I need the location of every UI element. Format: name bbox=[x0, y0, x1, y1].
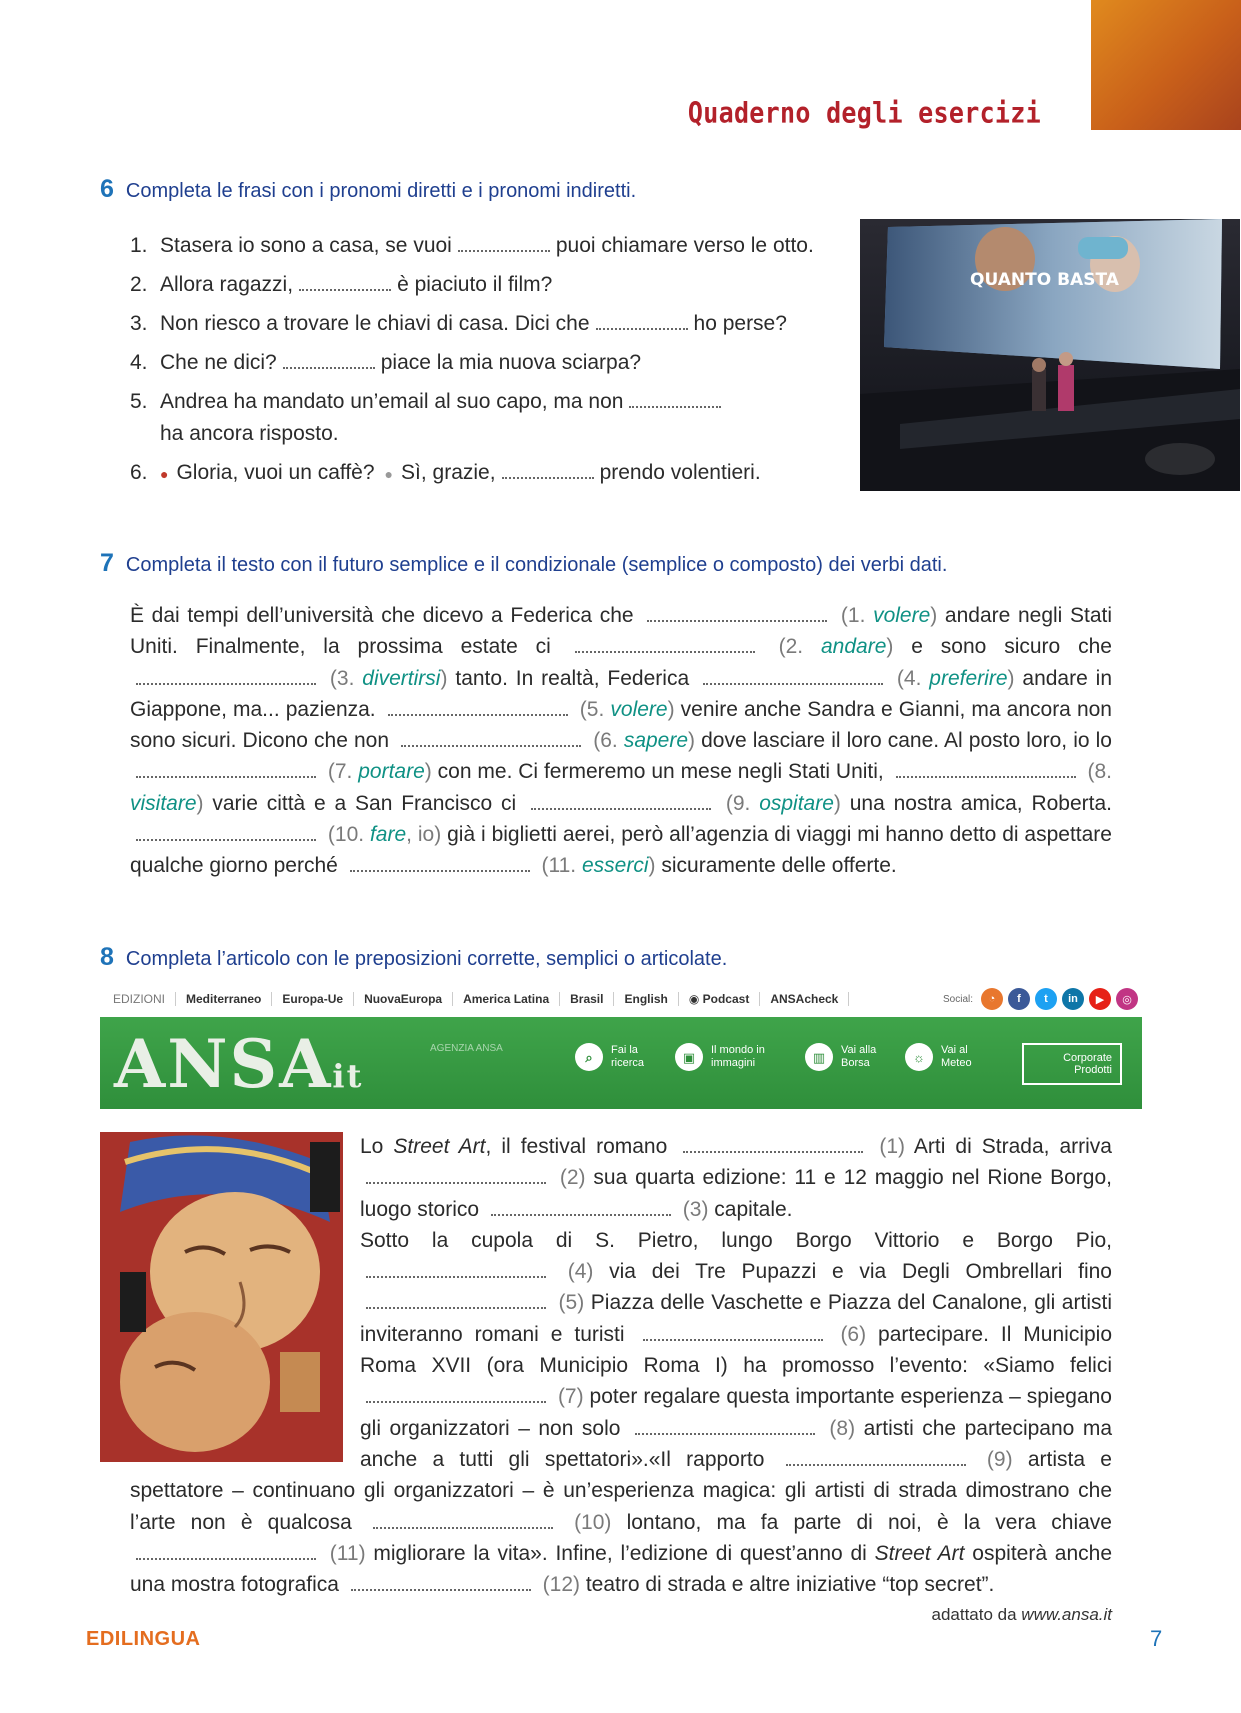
text-segment: e sono sicuro che bbox=[911, 635, 1112, 659]
menu-item-ansacheck[interactable]: ANSAcheck bbox=[760, 992, 849, 1006]
exercise-7-text bbox=[130, 600, 1112, 882]
text-segment: partecipare. Il Municipio Roma XVII (ora Municipio Roma I) ha promosso l’evento: «Siamo felici bbox=[360, 1322, 1113, 1378]
blank[interactable] bbox=[136, 839, 316, 841]
corner-color-block bbox=[1091, 0, 1241, 130]
item-number: 5. bbox=[130, 390, 148, 413]
blank[interactable] bbox=[635, 1433, 815, 1435]
logo-suffix: it bbox=[332, 1057, 364, 1095]
menu-item-mediterraneo[interactable]: Mediterraneo bbox=[176, 992, 272, 1006]
hint: (4. preferire) bbox=[896, 666, 1015, 690]
verb: divertirsi bbox=[362, 666, 441, 690]
cinema-photo bbox=[860, 219, 1240, 491]
text-segment: sicuramente delle offerte. bbox=[661, 854, 897, 878]
blank[interactable] bbox=[896, 776, 1076, 778]
hint: (9. ospitare) bbox=[725, 791, 841, 815]
blank[interactable] bbox=[299, 289, 391, 291]
exercise-7-heading bbox=[100, 549, 947, 578]
blank[interactable] bbox=[786, 1464, 966, 1466]
blank[interactable] bbox=[401, 745, 581, 747]
blank[interactable] bbox=[350, 870, 530, 872]
blank[interactable] bbox=[575, 651, 755, 653]
list-item bbox=[130, 265, 850, 304]
blank[interactable] bbox=[366, 1401, 546, 1403]
blank[interactable] bbox=[136, 1558, 316, 1560]
text-segment: già i biglietti aerei, però all’agenzia di viaggi mi hanno detto di aspettare qualche giorno perché bbox=[130, 823, 1112, 878]
exercise-8-heading bbox=[100, 943, 727, 972]
hint: (9) bbox=[986, 1447, 1013, 1471]
text-segment: capitale. bbox=[714, 1197, 793, 1221]
speaker-a-bullet-icon: ● bbox=[160, 466, 169, 482]
text-segment: Lo bbox=[360, 1135, 384, 1158]
blank[interactable] bbox=[531, 808, 711, 810]
text-segment: ospiterà anche una mostra fotografica bbox=[130, 1541, 1113, 1597]
hint: (8. visitare) bbox=[130, 760, 1113, 815]
text-segment: Arti di Strada, arriva bbox=[913, 1135, 1112, 1158]
hint: (11) bbox=[329, 1541, 366, 1565]
exercise-number: 6 bbox=[100, 175, 114, 203]
text-segment: poter regalare questa importante esperienza – spiegano gli organizzatori – non solo bbox=[360, 1385, 1112, 1440]
screen-title: QUANTO BASTA bbox=[970, 270, 1119, 290]
text-segment: artisti che partecipano ma anche a tutti gli spettatori».«Il rapporto bbox=[360, 1416, 1112, 1471]
text-segment: È dai tempi dell’università che dicevo a Federica che bbox=[130, 604, 634, 627]
verb: andare bbox=[820, 635, 887, 659]
hint: (6) bbox=[840, 1322, 867, 1346]
item-number: 6. bbox=[130, 461, 148, 484]
item-text: ho perse? bbox=[693, 312, 787, 335]
blank[interactable] bbox=[388, 714, 568, 716]
blank[interactable] bbox=[502, 477, 594, 479]
text-segment: lontano, ma fa parte di noi, è la vera chiave bbox=[626, 1510, 1112, 1534]
exercise-instruction: Completa il testo con il futuro semplice e il condizionale (semplice o composto) dei verbi dati. bbox=[125, 554, 948, 576]
text-segment: con me. Ci fermeremo un mese negli Stati Uniti, bbox=[437, 760, 884, 784]
blank[interactable] bbox=[596, 328, 688, 330]
text-segment: via dei Tre Pupazzi e via Degli Ombrellari fino bbox=[609, 1260, 1112, 1284]
text-segment: teatro di strada e altre iniziative “top secret”. bbox=[585, 1573, 995, 1597]
blank[interactable] bbox=[136, 683, 316, 685]
text-segment: venire anche Sandra e Gianni, ma ancora non sono sicuri. Dicono che non bbox=[130, 697, 1112, 753]
ansa-logo-sub: AGENZIA ANSA bbox=[430, 1043, 503, 1054]
hint: (10) bbox=[574, 1510, 612, 1534]
youtube-icon[interactable]: ▶ bbox=[1089, 988, 1111, 1010]
hint: (2. andare) bbox=[778, 635, 894, 659]
facebook-icon[interactable]: f bbox=[1008, 988, 1030, 1010]
exercise-number: 8 bbox=[100, 943, 114, 971]
item-text: puoi chiamare verso le otto. bbox=[555, 234, 814, 257]
verb: esserci bbox=[581, 854, 649, 878]
text-segment: andare negli Stati Uniti. Finalmente, la prossima estate ci bbox=[130, 604, 1112, 659]
item-text: Gloria, vuoi un caffè? bbox=[176, 461, 375, 484]
list-item bbox=[130, 343, 850, 382]
item-number: 3. bbox=[130, 312, 148, 335]
camera-icon: ▣ bbox=[675, 1043, 703, 1071]
blank[interactable] bbox=[703, 683, 883, 685]
item-number: 2. bbox=[130, 273, 148, 296]
text-italic: Street Art bbox=[874, 1541, 965, 1565]
exercise-number: 7 bbox=[100, 549, 114, 577]
stock-market-button[interactable] bbox=[805, 1043, 885, 1071]
verb: visitare bbox=[130, 791, 197, 815]
item-number: 4. bbox=[130, 351, 148, 374]
blank[interactable] bbox=[647, 620, 827, 622]
search-button[interactable] bbox=[575, 1043, 655, 1071]
verb: sapere bbox=[623, 729, 689, 753]
corporate-button[interactable]: Corporate Prodotti bbox=[1022, 1043, 1122, 1085]
list-item bbox=[130, 304, 850, 343]
text-italic: Street Art bbox=[393, 1135, 486, 1158]
social-links bbox=[943, 988, 1138, 1010]
blank[interactable] bbox=[351, 1589, 531, 1591]
text-segment: , il festival romano bbox=[485, 1135, 668, 1158]
blank[interactable] bbox=[366, 1307, 546, 1309]
blank[interactable] bbox=[491, 1214, 671, 1216]
item-text: Non riesco a trovare le chiavi di casa. Dici che bbox=[160, 312, 590, 335]
hint: (4) bbox=[567, 1260, 594, 1284]
hint: (2) bbox=[559, 1166, 586, 1190]
social-label: Social: bbox=[942, 993, 973, 1005]
menu-label: Podcast bbox=[702, 992, 750, 1006]
item-continuation: ha ancora risposto. bbox=[160, 422, 339, 445]
blank[interactable] bbox=[373, 1527, 553, 1529]
linkedin-icon[interactable]: in bbox=[1062, 988, 1084, 1010]
button-label: Vai al Meteo bbox=[941, 1044, 972, 1069]
hint: (5. volere) bbox=[579, 697, 675, 721]
menu-item-nuovaeuropa[interactable]: NuovaEuropa bbox=[354, 992, 453, 1006]
instagram-icon[interactable]: ◎ bbox=[1116, 988, 1138, 1010]
exercise-6-heading bbox=[100, 175, 636, 204]
blank[interactable] bbox=[366, 1182, 546, 1184]
hint: (11. esserci) bbox=[541, 854, 656, 878]
hint: (3) bbox=[682, 1197, 709, 1221]
blank[interactable] bbox=[643, 1339, 823, 1341]
item-text: Stasera io sono a casa, se vuoi bbox=[160, 234, 452, 257]
menu-item-podcast[interactable] bbox=[679, 992, 761, 1006]
item-text: Che ne dici? bbox=[160, 351, 277, 374]
blank[interactable] bbox=[283, 367, 375, 369]
source-prefix: adattato da bbox=[931, 1605, 1017, 1624]
text-segment: artista e spettatore – continuano gli organizzatori – è un’esperienza magica: gli artisti di strada dimostrano che l’arte non è qualcosa bbox=[130, 1447, 1112, 1534]
exercise-instruction: Completa l’articolo con le preposizioni corrette, semplici o articolate. bbox=[125, 948, 728, 970]
menu-item-edizioni: EDIZIONI bbox=[113, 992, 176, 1006]
weather-icon: ☼ bbox=[905, 1043, 933, 1071]
hint: (12) bbox=[542, 1573, 580, 1597]
exercise-instruction: Completa le frasi con i pronomi diretti e i pronomi indiretti. bbox=[125, 180, 637, 202]
blank[interactable] bbox=[629, 406, 721, 408]
blank[interactable] bbox=[458, 250, 550, 252]
weather-button[interactable] bbox=[905, 1043, 985, 1071]
blank[interactable] bbox=[683, 1151, 863, 1153]
twitter-icon[interactable]: t bbox=[1035, 988, 1057, 1010]
hint: (7. portare) bbox=[327, 760, 432, 784]
text-segment: varie città e a San Francisco ci bbox=[212, 791, 517, 815]
text-segment: migliorare la vita». Infine, l’edizione di quest’anno di bbox=[373, 1541, 867, 1565]
verb: volere bbox=[610, 697, 668, 721]
menu-item-america-latina[interactable]: America Latina bbox=[453, 992, 560, 1006]
item-text: Sì, grazie, bbox=[401, 461, 496, 484]
list-item bbox=[130, 453, 850, 494]
item-number: 1. bbox=[130, 234, 148, 257]
hint: (5) bbox=[558, 1291, 585, 1315]
hint: (1) bbox=[879, 1135, 906, 1158]
verb: portare bbox=[358, 760, 425, 784]
source-credit bbox=[931, 1605, 1112, 1625]
verb: preferire bbox=[929, 666, 1008, 690]
text-segment: Sotto la cupola di S. Pietro, lungo Borgo Vittorio e Borgo Pio, bbox=[360, 1228, 1112, 1252]
text-segment: dove lasciare il loro cane. Al posto loro, io lo bbox=[701, 729, 1112, 753]
text-segment: tanto. In realtà, Federica bbox=[455, 666, 690, 690]
button-label: Il mondo in immagini bbox=[711, 1044, 765, 1069]
text-segment: sua quarta edizione: 11 e 12 maggio nel Rione Borgo, luogo storico bbox=[360, 1166, 1112, 1221]
blank[interactable] bbox=[366, 1276, 546, 1278]
blank[interactable] bbox=[136, 776, 316, 778]
menu-item-english[interactable]: English bbox=[614, 992, 678, 1006]
ansa-logo[interactable] bbox=[114, 1025, 363, 1103]
item-text: è piaciuto il film? bbox=[397, 273, 553, 296]
verb: fare bbox=[369, 823, 407, 847]
search-icon: ⌕ bbox=[575, 1043, 603, 1071]
exercise-8-article bbox=[130, 1131, 1112, 1600]
hint: (3. divertirsi) bbox=[329, 666, 448, 690]
item-text: piace la mia nuova sciarpa? bbox=[380, 351, 642, 374]
source-site: www.ansa.it bbox=[1021, 1605, 1112, 1624]
button-label: Vai alla Borsa bbox=[841, 1044, 877, 1069]
hint: (7) bbox=[557, 1385, 584, 1409]
page-number: 7 bbox=[1150, 1626, 1163, 1651]
hint: (1. volere) bbox=[840, 604, 938, 627]
text-segment: una nostra amica, Roberta. bbox=[849, 791, 1113, 815]
book-title: Quaderno degli esercizi bbox=[687, 95, 1041, 130]
podcast-icon: ◉ bbox=[688, 992, 703, 1006]
menu-item-brasil[interactable]: Brasil bbox=[560, 992, 614, 1006]
button-label: Fai la ricerca bbox=[611, 1044, 645, 1069]
hint: (10. fare, io) bbox=[327, 823, 442, 847]
verb: ospitare bbox=[759, 791, 834, 815]
text-segment: Piazza delle Vaschette e Piazza del Canalone, gli artisti inviteranno romani e turisti bbox=[360, 1291, 1112, 1346]
rss-icon[interactable]: ◔ bbox=[981, 988, 1003, 1010]
item-text: Allora ragazzi, bbox=[160, 273, 294, 296]
ansa-header-bar bbox=[100, 1017, 1142, 1109]
hint: (6. sapere) bbox=[593, 729, 696, 753]
menu-item-europa-ue[interactable]: Europa-Ue bbox=[272, 992, 354, 1006]
item-text: prendo volentieri. bbox=[599, 461, 761, 484]
speaker-b-bullet-icon: ● bbox=[384, 466, 394, 482]
ansa-top-menu bbox=[113, 985, 1138, 1013]
exercise-6-list bbox=[130, 226, 850, 494]
hint-subject: , io) bbox=[406, 823, 442, 847]
publisher-logo: EDILINGUA bbox=[86, 1628, 201, 1650]
list-item bbox=[130, 226, 850, 265]
images-button[interactable] bbox=[675, 1043, 781, 1071]
cinema-illustration bbox=[860, 219, 1240, 491]
text-segment: andare in Giappone, ma... pazienza. bbox=[130, 666, 1113, 721]
logo-text: ANSA bbox=[114, 1025, 333, 1103]
verb: volere bbox=[873, 604, 931, 627]
image-spacer bbox=[130, 1131, 360, 1461]
bar-chart-icon: ▥ bbox=[805, 1043, 833, 1071]
item-text: Andrea ha mandato un’email al suo capo, ma non bbox=[160, 390, 624, 413]
hint: (8) bbox=[829, 1416, 856, 1440]
